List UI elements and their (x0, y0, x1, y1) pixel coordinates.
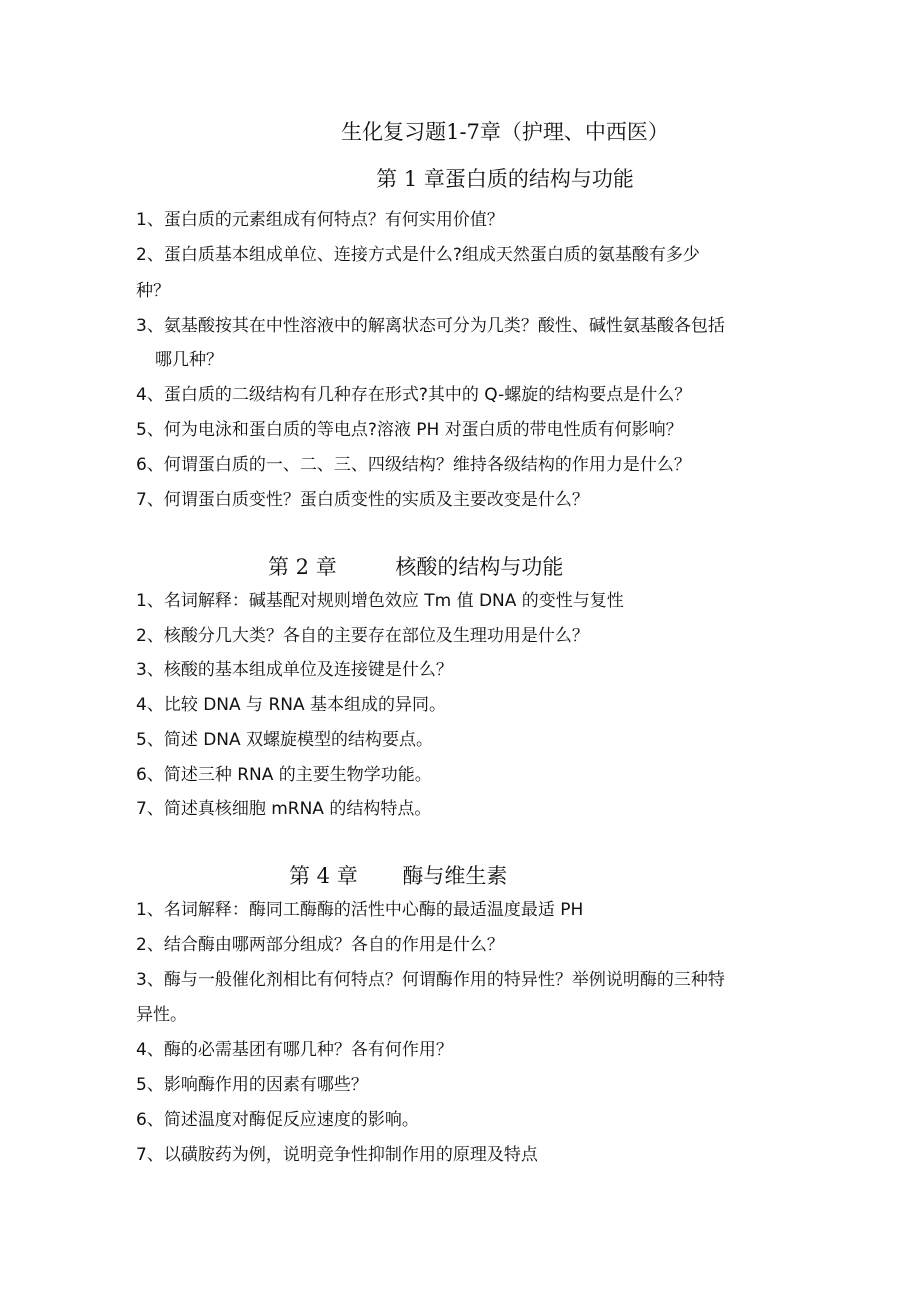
document-title: 生化复习题1-7章（护理、中西医） (341, 120, 669, 144)
question-4-6: 6、简述温度对酶促反应速度的影响。 (136, 1110, 419, 1130)
question-4-1: 1、名词解释：酶同工酶酶的活性中心酶的最适温度最适 PH (136, 900, 584, 920)
question-2-1: 1、名词解释：碱基配对规则增色效应 Tm 值 DNA 的变性与复性 (136, 591, 624, 611)
question-1-3-cont: 哪几种？ (155, 350, 223, 370)
question-1-1: 1、蛋白质的元素组成有何特点？有何实用价值？ (136, 210, 504, 230)
question-4-2: 2、结合酶由哪两部分组成？各自的作用是什么？ (136, 935, 504, 955)
question-4-3-cont: 异性。 (136, 1005, 187, 1025)
question-1-4: 4、蛋白质的二级结构有几种存在形式?其中的 Q-螺旋的结构要点是什么？ (136, 385, 692, 405)
chapter-1-heading: 第 1 章蛋白质的结构与功能 (376, 167, 634, 191)
question-4-7: 7、以磺胺药为例，说明竞争性抑制作用的原理及特点 (136, 1145, 538, 1165)
chapter-2-heading (268, 551, 563, 581)
question-4-4: 4、酶的必需基团有哪几种？各有何作用？ (136, 1040, 453, 1060)
question-2-2: 2、核酸分几大类？各自的主要存在部位及生理功用是什么？ (136, 626, 589, 646)
question-1-2: 2、蛋白质基本组成单位、连接方式是什么?组成天然蛋白质的氨基酸有多少 (136, 245, 700, 265)
question-4-5: 5、影响酶作用的因素有哪些？ (136, 1075, 368, 1095)
chapter-4-number: 第 4 章 (289, 864, 358, 888)
question-2-4: 4、比较 DNA 与 RNA 基本组成的异同。 (136, 695, 447, 715)
question-2-6: 6、简述三种 RNA 的主要生物学功能。 (136, 765, 432, 785)
question-2-3: 3、核酸的基本组成单位及连接键是什么？ (136, 660, 453, 680)
chapter-4-name: 酶与维生素 (402, 864, 508, 888)
question-2-5: 5、简述 DNA 双螺旋模型的结构要点。 (136, 730, 434, 750)
chapter-2-number: 第 2 章 (268, 555, 337, 579)
chapter-2-name: 核酸的结构与功能 (395, 555, 564, 579)
question-4-3: 3、酶与一般催化剂相比有何特点？何谓酶作用的特异性？举例说明酶的三种特 (136, 970, 725, 990)
question-1-6: 6、何谓蛋白质的一、二、三、四级结构？维持各级结构的作用力是什么？ (136, 455, 691, 475)
chapter-4-heading (289, 860, 507, 890)
question-2-7: 7、简述真核细胞 mRNA 的结构特点。 (136, 799, 432, 819)
question-1-3: 3、氨基酸按其在中性溶液中的解离状态可分为几类？酸性、碱性氨基酸各包括 (136, 316, 725, 336)
question-1-7: 7、何谓蛋白质变性？蛋白质变性的实质及主要改变是什么？ (136, 490, 589, 510)
question-1-2-cont: 种？ (136, 281, 170, 301)
question-1-5: 5、何为电泳和蛋白质的等电点?溶液 PH 对蛋白质的带电性质有何影响？ (136, 420, 683, 440)
